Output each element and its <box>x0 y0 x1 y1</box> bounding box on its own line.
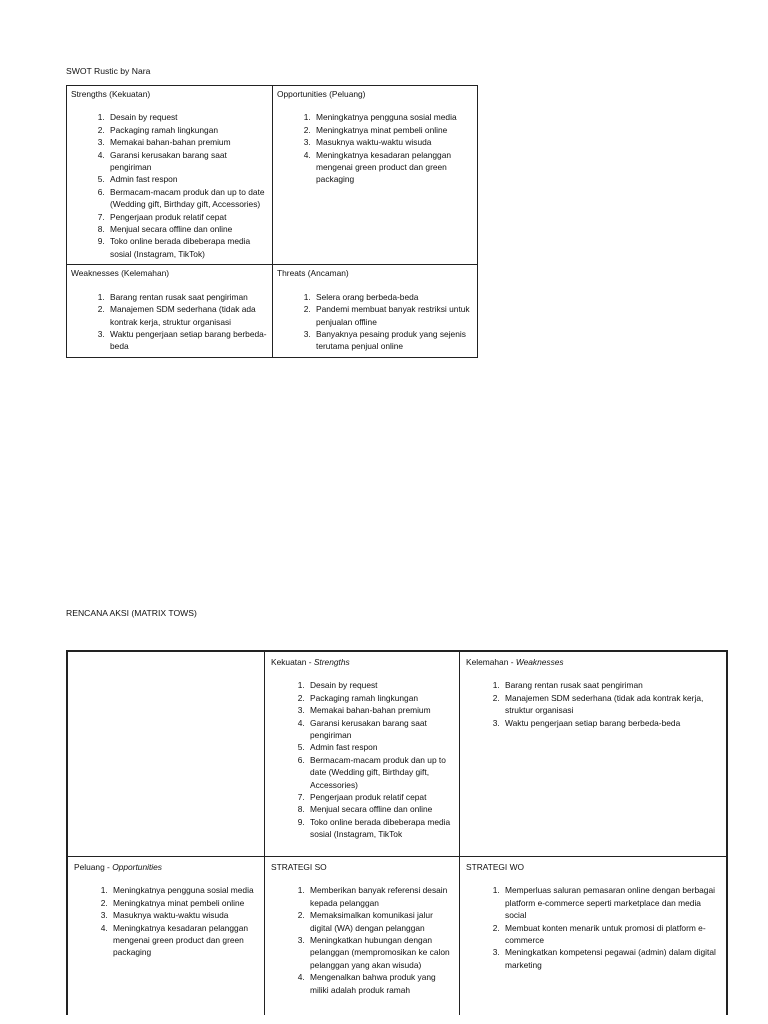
list-item: 4. Mengenalkan bahwa produk yang miliki adalah produk ramah <box>307 971 455 996</box>
matrix-title: RENCANA AKSI (MATRIX TOWS) <box>66 608 197 618</box>
matrix-strengths-heading <box>271 656 455 668</box>
list-item: 8. Menjual secara offline dan online <box>307 803 455 815</box>
opportunities-list <box>277 111 473 185</box>
matrix-opportunities-heading-italic: Opportunities <box>112 862 162 872</box>
weaknesses-list <box>71 291 268 353</box>
threats-heading: Threats (Ancaman) <box>277 268 349 279</box>
matrix-strengths-heading-italic: Strengths <box>313 657 350 667</box>
list-item: 5. Admin fast respon <box>307 741 455 753</box>
list-item: 7. Pengerjaan produk relatif cepat <box>307 791 455 803</box>
list-item: 3. Masuknya waktu-waktu wisuda <box>313 136 473 148</box>
matrix-row-bottom <box>67 857 727 1016</box>
matrix-weaknesses-heading <box>466 656 722 668</box>
list-item: 8. Menjual secara offline dan online <box>107 223 268 235</box>
strategi-so-list <box>271 884 455 996</box>
strategi-wo-heading: STRATEGI WO <box>466 862 525 872</box>
list-item: 9. Toko online berada dibeberapa media sosial (Instagram, TikTok) <box>107 235 268 260</box>
list-item: 1. Desain by request <box>307 679 455 691</box>
swot-row-top <box>67 86 478 265</box>
matrix-strengths-heading-prefix: Kekuatan - <box>271 657 314 667</box>
list-item: 2. Membuat konten menarik untuk promosi di platform e-commerce <box>502 922 722 947</box>
weaknesses-heading: Weaknesses (Kelemahan) <box>71 268 170 279</box>
list-item: 3. Waktu pengerjaan setiap barang berbeda-beda <box>107 328 268 353</box>
list-item: 2. Packaging ramah lingkungan <box>107 124 268 136</box>
strengths-heading: Strengths (Kekuatan) <box>71 89 151 99</box>
matrix-opportunities-list <box>74 884 260 958</box>
weaknesses-cell <box>67 265 273 357</box>
matrix-weaknesses-cell <box>460 651 728 857</box>
list-item: 6. Bermacam-macam produk dan up to date (Wedding gift, Birthday gift, Accessories) <box>107 186 268 211</box>
strengths-list <box>71 111 268 260</box>
list-item: 2. Manajemen SDM sederhana (tidak ada kontrak kerja, struktur organisasi <box>502 692 722 717</box>
list-item: 2. Memaksimalkan komunikasi jalur digital (WA) dengan pelanggan <box>307 909 455 934</box>
list-item: 1. Desain by request <box>107 111 268 123</box>
swot-title: SWOT Rustic by Nara <box>66 66 151 76</box>
list-item: 7. Pengerjaan produk relatif cepat <box>107 211 268 223</box>
list-item: 1. Barang rentan rusak saat pengiriman <box>502 679 722 691</box>
strategi-so-heading: STRATEGI SO <box>271 862 327 872</box>
list-item: 1. Meningkatnya pengguna sosial media <box>313 111 473 123</box>
list-item: 2. Manajemen SDM sederhana (tidak ada kontrak kerja, struktur organisasi <box>107 303 268 328</box>
list-item: 3. Waktu pengerjaan setiap barang berbeda-beda <box>502 717 722 729</box>
list-item: 1. Barang rentan rusak saat pengiriman <box>107 291 268 303</box>
list-item: 2. Pandemi membuat banyak restriksi untuk penjualan offline <box>313 303 473 328</box>
threats-list <box>277 291 473 353</box>
matrix-strengths-list <box>271 679 455 840</box>
list-item: 5. Admin fast respon <box>107 173 268 185</box>
matrix-weaknesses-heading-prefix: Kelemahan - <box>466 657 516 667</box>
list-item: 3. Memakai bahan-bahan premium <box>107 136 268 148</box>
matrix-empty-corner-cell <box>67 651 265 857</box>
list-item: 3. Banyaknya pesaing produk yang sejenis terutama penjual online <box>313 328 473 353</box>
list-item: 3. Meningkatkan kompetensi pegawai (admin) dalam digital marketing <box>502 946 722 971</box>
list-item: 4. Garansi kerusakan barang saat pengiriman <box>107 149 268 174</box>
list-item: 2. Meningkatnya minat pembeli online <box>110 897 260 909</box>
list-item: 1. Selera orang berbeda-beda <box>313 291 473 303</box>
strategi-wo-cell <box>460 857 728 1016</box>
list-item: 2. Packaging ramah lingkungan <box>307 692 455 704</box>
tows-matrix-table <box>66 650 728 1015</box>
list-item: 4. Meningkatnya kesadaran pelanggan mengenai green product dan green packaging <box>313 149 473 186</box>
matrix-weaknesses-heading-italic: Weaknesses <box>515 657 564 667</box>
list-item: 6. Bermacam-macam produk dan up to date (Wedding gift, Birthday gift, Accessories) <box>307 754 455 791</box>
matrix-strengths-cell <box>265 651 460 857</box>
strategi-wo-list <box>466 884 722 971</box>
threats-cell <box>273 265 478 357</box>
list-item: 9. Toko online berada dibeberapa media sosial (Instagram, TikTok <box>307 816 455 841</box>
matrix-weaknesses-list <box>466 679 722 729</box>
swot-table <box>66 85 478 358</box>
list-item: 1. Memperluas saluran pemasaran online dengan berbagai platform e-commerce seperti marketplace dan media social <box>502 884 722 921</box>
strengths-cell <box>67 86 273 265</box>
opportunities-heading: Opportunities (Peluang) <box>277 89 366 99</box>
list-item: 1. Memberikan banyak referensi desain kepada pelanggan <box>307 884 455 909</box>
list-item: 3. Masuknya waktu-waktu wisuda <box>110 909 260 921</box>
list-item: 3. Memakai bahan-bahan premium <box>307 704 455 716</box>
matrix-opportunities-heading <box>74 861 260 873</box>
list-item: 1. Meningkatnya pengguna sosial media <box>110 884 260 896</box>
list-item: 4. Garansi kerusakan barang saat pengiriman <box>307 717 455 742</box>
swot-row-bottom <box>67 265 478 357</box>
matrix-opportunities-cell <box>67 857 265 1016</box>
opportunities-cell <box>273 86 478 265</box>
matrix-row-top <box>67 651 727 857</box>
list-item: 3. Meningkatkan hubungan dengan pelanggan (mempromosikan ke calon pelanggan yang akan wisuda) <box>307 934 455 971</box>
matrix-opportunities-heading-prefix: Peluang - <box>74 862 113 872</box>
list-item: 2. Meningkatnya minat pembeli online <box>313 124 473 136</box>
strategi-so-cell <box>265 857 460 1016</box>
list-item: 4. Meningkatnya kesadaran pelanggan mengenai green product dan green packaging <box>110 922 260 959</box>
